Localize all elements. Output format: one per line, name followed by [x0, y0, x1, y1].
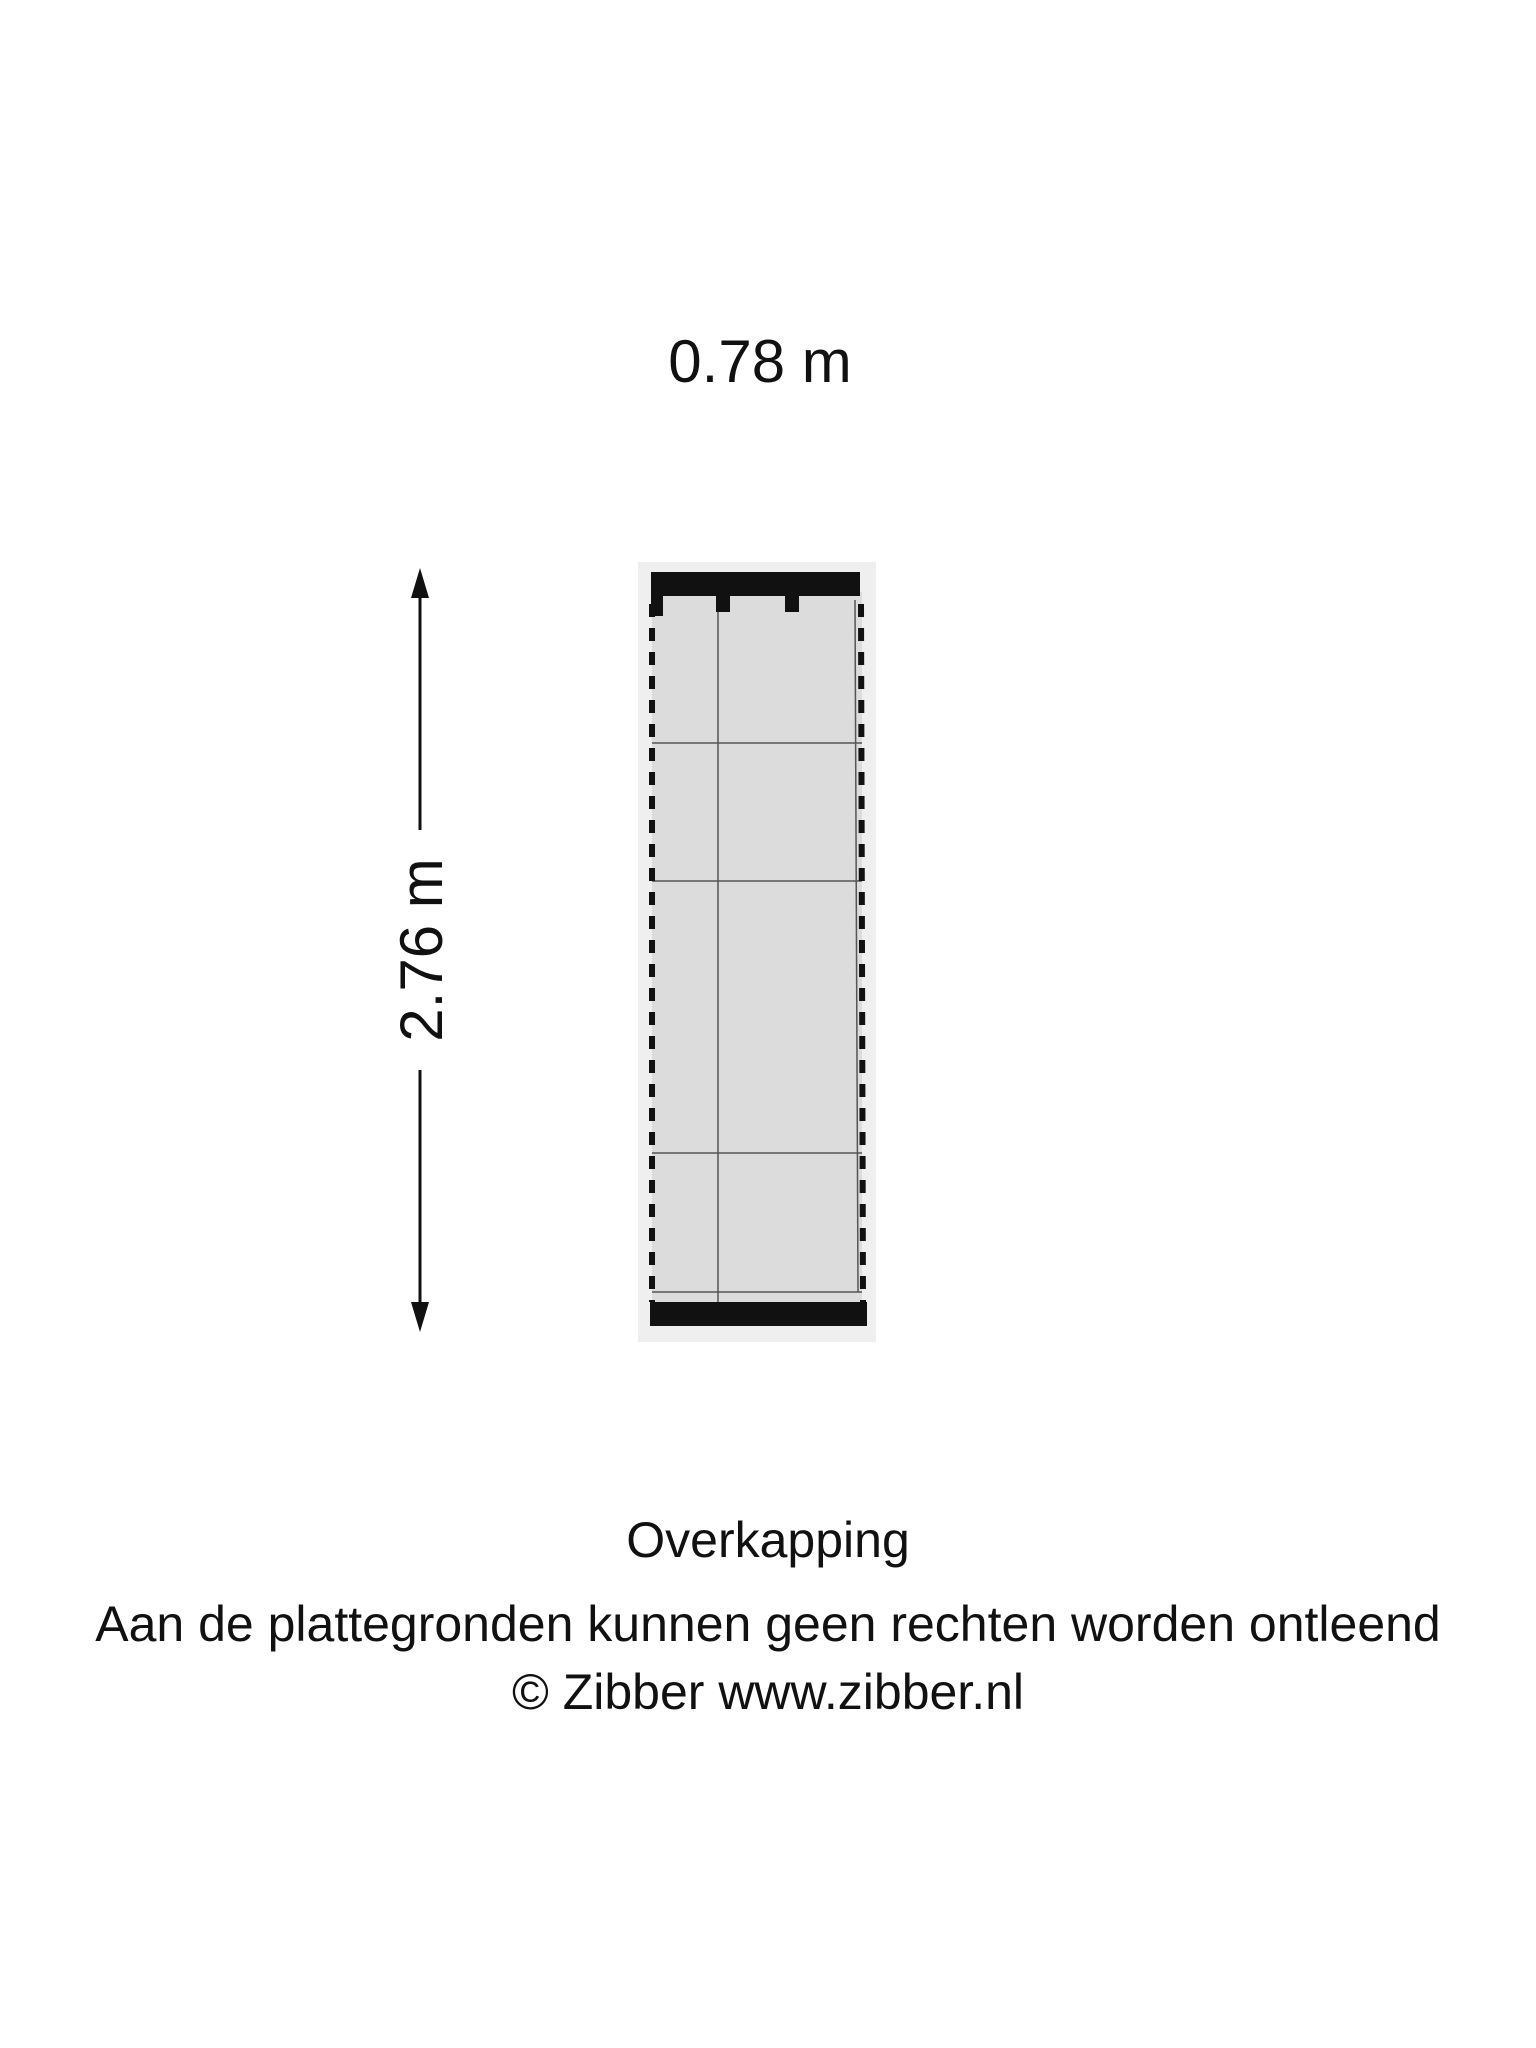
top-wall — [651, 572, 860, 596]
disclaimer-text: Aan de plattegronden kunnen geen rechten worden ontleend — [95, 1596, 1441, 1652]
room-name: Overkapping — [626, 1512, 910, 1568]
post — [651, 596, 663, 616]
copyright-text: © Zibber www.zibber.nl — [511, 1664, 1025, 1720]
post — [785, 596, 799, 612]
height-dimension-label: 2.76 m — [388, 858, 455, 1042]
bottom-wall — [650, 1302, 867, 1326]
width-dimension-label: 0.78 m — [668, 328, 852, 395]
arrowhead-down-icon — [411, 1302, 429, 1332]
overkapping-floor — [652, 592, 862, 1304]
post — [716, 596, 730, 612]
arrowhead-up-icon — [411, 568, 429, 598]
